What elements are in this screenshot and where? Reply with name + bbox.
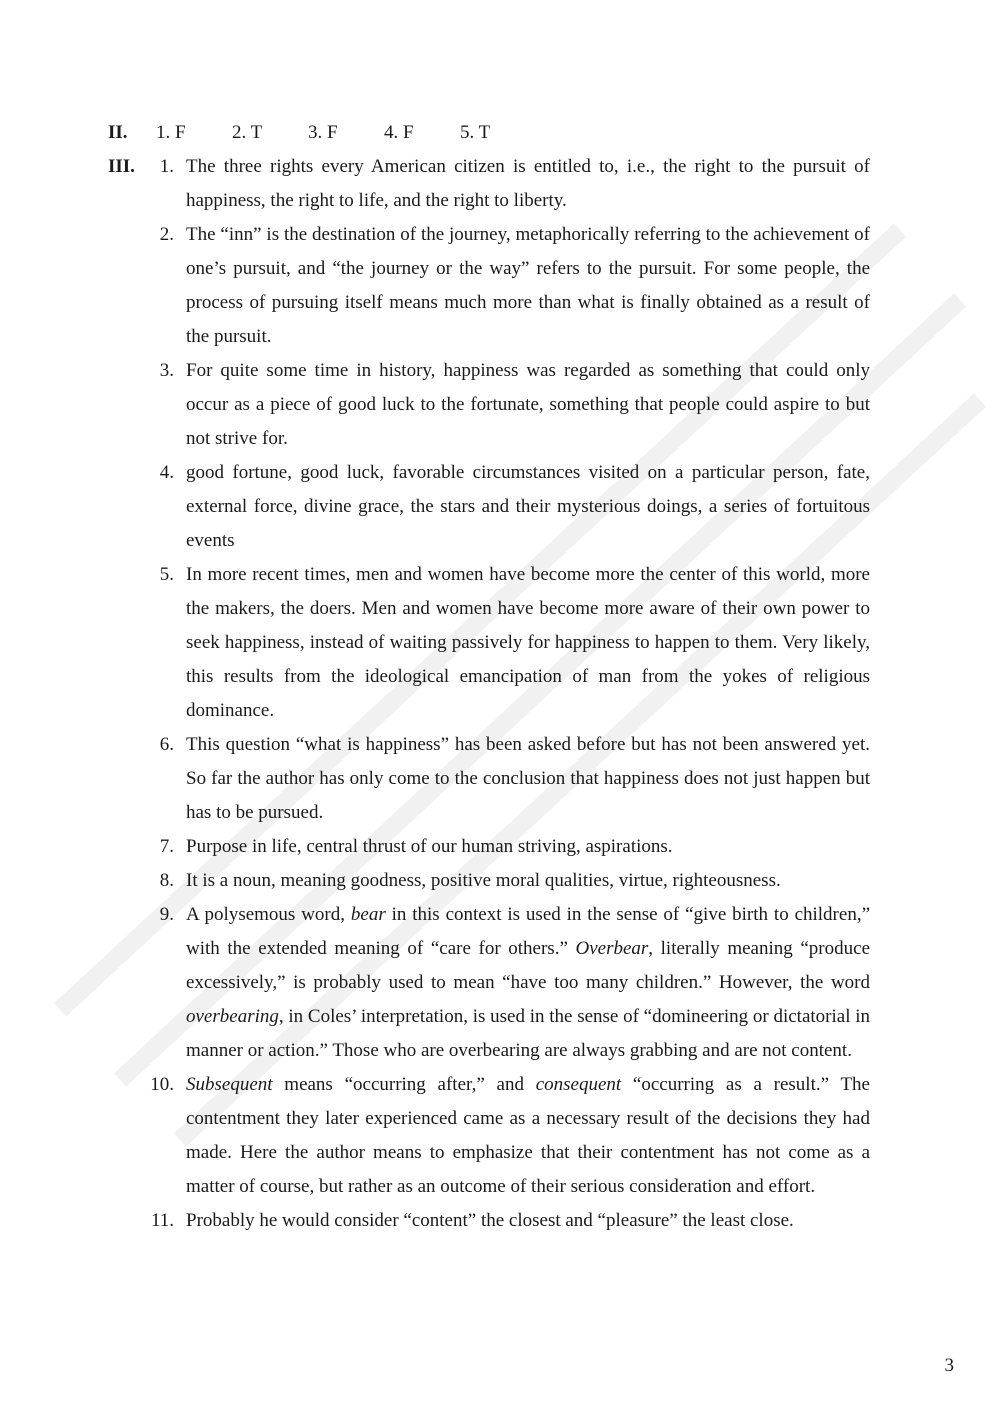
answer-text: A polysemous word, bear in this context is used in the sense of “give birth to children,” with the extended meaning of “care for others.” Overbear, literally meaning “produce excessively,” is probably used to mean “have too many children.” However, the word overbearing, in Coles’ interpretation, is used in the sense of “domineering or dictatorial in manner or action.” Those who are overbearing are always grabbing and are not content. — [186, 904, 871, 1061]
answer-item — [150, 1204, 870, 1238]
answer-number: 10. — [150, 1074, 174, 1095]
answer-item — [156, 150, 870, 218]
tf-answer: 1. F — [156, 122, 186, 143]
answer-text: Purpose in life, central thrust of our human striving, aspirations. — [186, 836, 673, 857]
answer-text: This question “what is happiness” has been asked before but has not been answered yet. So far the author has only come to the conclusion that happiness does not just happen but has to be pursued. — [186, 734, 870, 823]
answer-number: 1. — [159, 156, 174, 177]
answer-number: 7. — [159, 836, 174, 857]
answer-text: It is a noun, meaning goodness, positive moral qualities, virtue, righteousness. — [186, 870, 781, 891]
answer-number: 11. — [150, 1210, 174, 1231]
true-false-answers — [156, 116, 536, 150]
section-iii-answers — [150, 150, 871, 1238]
answer-item — [156, 830, 870, 864]
answer-number: 6. — [159, 734, 174, 755]
answer-item — [156, 218, 870, 354]
answer-item — [156, 354, 870, 456]
answer-text: In more recent times, men and women have become more the center of this world, more the makers, the doers. Men and women have become more aware of their own power to seek happiness, instead of waiting passively for happiness to happen to them. Very likely, this results from the ideological emancipation of man from the yokes of religious dominance. — [186, 564, 870, 721]
section-ii — [108, 116, 870, 150]
answer-text: Probably he would consider “content” the closest and “pleasure” the least close. — [186, 1210, 794, 1231]
answer-text: The three rights every American citizen is entitled to, i.e., the right to the pursuit of happiness, the right to life, and the right to liberty. — [186, 156, 870, 211]
answer-key — [108, 116, 870, 1238]
section-iii — [108, 150, 870, 1238]
answer-text: good fortune, good luck, favorable circumstances visited on a particular person, fate, external force, divine grace, the stars and their mysterious doings, a series of fortuitous events — [186, 462, 870, 551]
tf-answer: 2. T — [232, 122, 263, 143]
answer-item — [156, 456, 870, 558]
section-iii-label: III. — [108, 156, 135, 177]
section-ii-label: II. — [108, 122, 128, 143]
answer-number: 5. — [159, 564, 174, 585]
answer-text: The “inn” is the destination of the journey, metaphorically referring to the achievement of one’s pursuit, and “the journey or the way” refers to the pursuit. For some people, the process of pursuing itself means much more than what is finally obtained as a result of the pursuit. — [186, 224, 870, 347]
tf-answer: 5. T — [460, 122, 491, 143]
answer-number: 9. — [159, 904, 174, 925]
answer-number: 8. — [159, 870, 174, 891]
page-number: 3 — [944, 1355, 954, 1376]
answer-text: Subsequent means “occurring after,” and consequent “occurring as a result.” The contentment they later experienced came as a necessary result of the decisions they had made. Here the author means to emphasize that their contentment has not come as a matter of course, but rather as an outcome of their serious consideration and effort. — [186, 1074, 870, 1197]
answer-number: 2. — [159, 224, 174, 245]
answer-number: 3. — [159, 360, 174, 381]
answer-item — [156, 558, 870, 728]
tf-answer: 4. F — [384, 122, 414, 143]
answer-item — [156, 898, 870, 1068]
answer-item — [156, 864, 870, 898]
tf-answer: 3. F — [308, 122, 338, 143]
answer-text: For quite some time in history, happiness was regarded as something that could only occur as a piece of good luck to the fortunate, something that people could aspire to but not strive for. — [186, 360, 870, 449]
answer-item — [150, 1068, 870, 1204]
answer-number: 4. — [159, 462, 174, 483]
answer-item — [156, 728, 870, 830]
